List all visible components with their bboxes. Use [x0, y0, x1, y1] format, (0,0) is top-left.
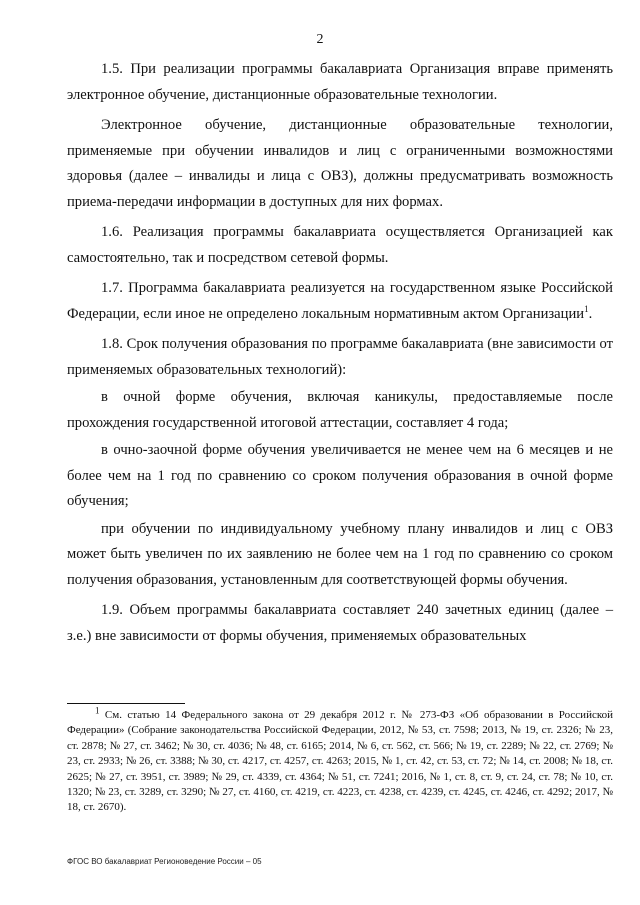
footnote-reference: 1 [584, 303, 589, 314]
footnote [67, 705, 614, 816]
paragraph-1-8: 1.8. Срок получения образования по программе бакалавриата (вне зависимости от применяемых образовательных технологий): [67, 336, 613, 378]
paragraph-1-6: 1.6. Реализация программы бакалавриата осуществляется Организацией как самостоятельно, так и посредством сетевой формы. [67, 224, 613, 266]
paragraph-1-7-text: 1.7. Программа бакалавриата реализуется на государственном языке Российской Федерации, если иное не определено локальным нормативным актом Организации [67, 280, 613, 322]
body-text [67, 57, 613, 654]
paragraph-full-time: в очной форме обучения, включая каникулы, предоставляемые после прохождения государственной итоговой аттестации, составляет 4 года; [67, 389, 613, 431]
page-number: 2 [316, 32, 324, 47]
footnote-marker: 1 [95, 705, 100, 716]
paragraph-e-learning: Электронное обучение, дистанционные образовательные технологии, применяемые при обучении инвалидов и лиц с ограниченными возможностями здоровья (далее – инвалиды и лица с ОВЗ), должны предусматривать возможность приема-передачи информации в доступных для них формах. [67, 117, 613, 210]
footnote-separator [67, 703, 185, 704]
paragraph-part-time: в очно-заочной форме обучения увеличивается не менее чем на 6 месяцев и не более чем на 1 год по сравнению со сроком получения образования в очной форме обучения; [67, 442, 613, 509]
paragraph-1-9: 1.9. Объем программы бакалавриата составляет 240 зачетных единиц (далее – з.е.) вне зависимости от формы обучения, применяемых образовательных [67, 602, 613, 644]
footnote-paragraph [67, 705, 614, 816]
footnote-text: См. статью 14 Федерального закона от 29 декабря 2012 г. № 273-ФЗ «Об образовании в Российской Федерации» (Собрание законодательства Российской Федерации, 2012, № 53, ст. 7598; 2013, № 19, ст. 2326; № 23, ст. 2878; № 27, ст. 3462; № 30, ст. 4036; № 48, ст. 6165; 2014, № 6, ст. 562, ст. 566; № 19, ст. 2289; № 22, ст. 2769; № 23, ст. 2933; № 26, ст. 3388; № 30, ст. 4217, ст. 4257, ст. 4263; 2015, № 1, ст. 42, ст. 53, ст. 72; № 14, ст. 2008; № 18, ст. 2625; № 27, ст. 3951, ст. 3989; № 29, ст. 4339, ст. 4364; № 51, ст. 7241; 2016, № 1, ст. 8, ст. 9, ст. 24, ст. 78; № 10, ст. 1320; № 23, ст. 3289, ст. 3290; № 27, ст. 4160, ст. 4219, ст. 4223, ст. 4238, ст. 4239, ст. 4245, ст. 4246, ст. 4292; 2017, № 18, ст. 2670). [67, 709, 614, 814]
page-footer: ФГОС ВО бакалавриат Регионоведение России – 05 [67, 857, 262, 866]
paragraph-1-5: 1.5. При реализации программы бакалавриата Организация вправе применять электронное обучение, дистанционные образовательные технологии. [67, 61, 613, 103]
paragraph-individual-plan: при обучении по индивидуальному учебному плану инвалидов и лиц с ОВЗ может быть увеличен по их заявлению не более чем на 1 год по сравнению со сроком получения образования, установленным для соответствующей формы обучения. [67, 520, 613, 588]
paragraph-1-7: 1.7. Программа бакалавриата реализуется на государственном языке Российской Федерации, если иное не определено локальным нормативным актом Организации$^1$. [67, 280, 613, 322]
